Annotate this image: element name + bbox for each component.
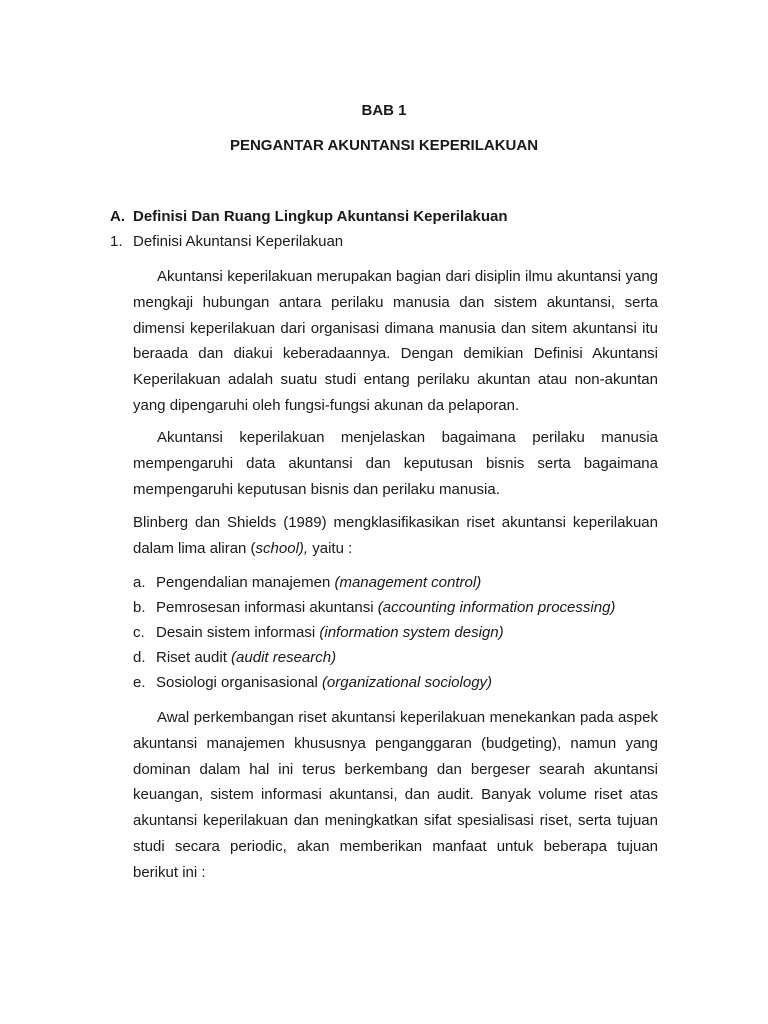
subsection-marker: 1. <box>110 233 123 250</box>
list-item-text: Riset audit <box>156 649 232 666</box>
list-item-italic: (accounting information processing) <box>377 599 616 616</box>
paragraph-development: Awal perkembangan riset akuntansi keperilakuan menekankan pada aspek akuntansi manajemen khususnya penganggaran (budgeting), namun yang dominan dalam hal ini terus berkembang dan bergeser searah akuntansi keuangan, sistem informasi akuntansi, dan audit. Banyak volume riset atas akuntansi keperilakuan dan meningkatkan sifat spesialisasi riset, serta tujuan studi secara periodic, akan memberikan manfaat untuk beberapa tujuan berikut ini : <box>133 709 658 881</box>
list-marker: b. <box>133 599 146 616</box>
subsection-heading-text: Definisi Akuntansi Keperilakuan <box>133 233 344 250</box>
list-item-italic: (organizational sociology) <box>321 674 493 691</box>
list-marker: a. <box>133 574 146 591</box>
list-item-text: Pengendalian manajemen <box>156 574 335 591</box>
chapter-label: BAB 1 <box>361 102 407 119</box>
section-marker: A. <box>110 208 125 225</box>
list-item <box>133 645 615 670</box>
paragraph-classification-italic: school), <box>255 539 309 557</box>
paragraph-classification-end: yaitu : <box>308 539 353 557</box>
paragraph-definition: Akuntansi keperilakuan merupakan bagian dari disiplin ilmu akuntansi yang mengkaji hubungan antara perilaku manusia dan sistem akuntansi, serta dimensi keperilakuan dari organisasi dimana manusia dan sitem akuntansi itu beraada dan diakui keberadaannya. Dengan demikian Definisi Akuntansi Keperilakuan adalah suatu studi entang perilaku akuntan atau non-akuntan yang dipengaruhi oleh fungsi-fungsi akunan da pelaporan. <box>133 268 658 414</box>
list-item <box>133 670 615 695</box>
chapter-title: PENGANTAR AKUNTANSI KEPERILAKUAN <box>229 137 539 154</box>
list-item-italic: (audit research) <box>231 649 337 666</box>
list-item-text: Sosiologi organisasional <box>156 674 322 691</box>
list-item-text: Desain sistem informasi <box>156 624 320 641</box>
school-list <box>133 570 615 695</box>
list-item-italic: (management control) <box>334 574 482 591</box>
list-item-italic: (information system design) <box>319 624 504 641</box>
list-marker: c. <box>133 624 145 641</box>
paragraph-classification-text: Blinberg dan Shields (1989) mengklasifikasikan riset akuntansi keperilakuan dalam lima aliran ( <box>133 514 658 557</box>
list-marker: e. <box>133 674 146 691</box>
subsection-heading <box>110 233 343 250</box>
list-marker: d. <box>133 649 146 666</box>
list-item <box>133 570 615 595</box>
section-heading <box>110 208 508 225</box>
paragraph-classification <box>133 510 658 562</box>
list-item <box>133 620 615 645</box>
list-item-text: Pemrosesan informasi akuntansi <box>156 599 378 616</box>
list-item <box>133 595 615 620</box>
section-heading-text: Definisi Dan Ruang Lingkup Akuntansi Keperilakuan <box>133 208 508 225</box>
paragraph-explanation: Akuntansi keperilakuan menjelaskan bagaimana perilaku manusia mempengaruhi data akuntansi dan keputusan bisnis serta bagaimana mempengaruhi keputusan bisnis dan perilaku manusia. <box>133 429 658 498</box>
